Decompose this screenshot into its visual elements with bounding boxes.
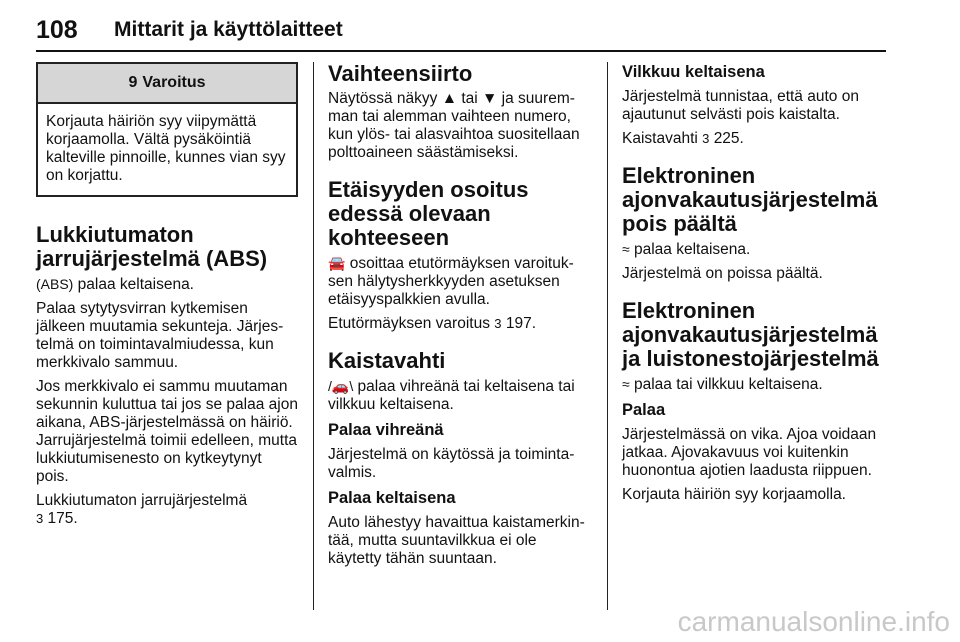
warning-icon: 9 bbox=[128, 74, 138, 91]
esp-off-heading: Elektroninen ajonvakautusjärjestelmä pois päältä bbox=[622, 163, 878, 236]
abs-reference-page: 175. bbox=[47, 510, 78, 527]
kaistavahti-intro bbox=[328, 377, 592, 414]
page-ref-icon: 3 bbox=[702, 131, 710, 146]
kaistavahti-green-text: Järjestelmä on käytössä ja toimintavalmis. bbox=[328, 446, 575, 481]
vehicle-ahead-icon: 🚘 bbox=[328, 255, 346, 271]
esp-off-intro bbox=[622, 240, 888, 259]
etaisyys-reference bbox=[328, 315, 592, 333]
kaistavahti-sub-blink: Vilkkuu keltaisena bbox=[622, 63, 765, 81]
abs-paragraph-2: Palaa sytytysvirran kytkemisen jälkeen muutamia sekunteja. Järjestelmä on toimintavalmiudessa, kun merkkivalo sammuu. bbox=[36, 300, 284, 371]
kaistavahti-sub-green: Palaa vihreänä bbox=[328, 421, 444, 439]
column-2 bbox=[328, 62, 592, 574]
column-divider-2 bbox=[607, 62, 608, 610]
abs-reference-text: Lukkiutumaton jarrujärjestelmä bbox=[36, 492, 248, 509]
esp-sub-palaa: Palaa bbox=[622, 401, 666, 419]
esp-paragraph-3: Korjauta häiriön syy korjaamolla. bbox=[622, 486, 846, 503]
esp-intro bbox=[622, 375, 888, 394]
kaistavahti-yellow-text: Auto lähestyy havaittua kaistamerkintää, mutta suuntavilkkua ei ole käytetty tähän suuntaan. bbox=[328, 514, 585, 567]
page-header bbox=[36, 10, 886, 52]
esp-paragraph-2: Järjestelmässä on vika. Ajoa voidaan jatkaa. Ajovakavuus voi kuitenkin huonontua ajotien laadusta riippuen. bbox=[622, 426, 877, 479]
esp-off-icon: ≈ bbox=[622, 241, 630, 257]
page-ref-icon: 3 bbox=[36, 511, 44, 526]
kaistavahti-intro-text: palaa vihreänä tai keltaisena tai vilkkuu keltaisena. bbox=[328, 378, 575, 413]
kaistavahti-blink-text: Järjestelmä tunnistaa, että auto on ajautunut selvästi pois kaistalta. bbox=[622, 88, 859, 123]
etaisyys-reference-page: 197. bbox=[505, 315, 536, 332]
esp-off-intro-text: palaa keltaisena. bbox=[634, 241, 751, 258]
kaistavahti-heading: Kaistavahti bbox=[328, 348, 446, 373]
watermark: carmanualsonline.info bbox=[677, 606, 950, 637]
page-number: 108 bbox=[36, 16, 78, 44]
abs-heading: Lukkiutumaton jarrujärjestelmä (ABS) bbox=[36, 222, 268, 271]
column-3 bbox=[622, 62, 888, 510]
abs-intro-text: palaa keltaisena. bbox=[77, 276, 194, 293]
column-1 bbox=[36, 62, 298, 534]
kaistavahti-reference-text: Kaistavahti bbox=[622, 130, 698, 147]
chapter-title: Mittarit ja käyttölaitteet bbox=[114, 18, 343, 41]
etaisyys-reference-text: Etutörmäyksen varoitus bbox=[328, 315, 490, 332]
esp-off-paragraph: Järjestelmä on poissa päältä. bbox=[622, 265, 823, 282]
warning-body: Korjauta häiriön syy viipymättä korjaamolla. Vältä pysäköintiä kalteville pinnoille, kunnes vian syy on korjattu. bbox=[46, 113, 286, 184]
vaihteensiirto-heading: Vaihteensiirto bbox=[328, 61, 473, 86]
warning-box bbox=[36, 62, 298, 197]
kaistavahti-reference-page: 225. bbox=[713, 130, 744, 147]
kaistavahti-reference bbox=[622, 130, 888, 148]
abs-icon: (ABS) bbox=[36, 276, 74, 292]
etaisyys-intro bbox=[328, 254, 592, 309]
etaisyys-intro-text: osoittaa etutörmäyksen varoituksen hälytysherkkyyden asetuksen etäisyyspalkkien avulla. bbox=[328, 255, 574, 308]
abs-paragraph-3: Jos merkkivalo ei sammu muutaman sekunnin kuluttua tai jos se palaa ajon aikana, ABS-järjestelmässä on häiriö. Jarrujärjestelmä toimii edelleen, mutta lukkiutumisenesto on kytkeytynyt pois. bbox=[36, 378, 298, 485]
page-ref-icon: 3 bbox=[494, 316, 502, 331]
lane-departure-icon: /🚗\ bbox=[328, 378, 354, 394]
abs-intro bbox=[36, 275, 298, 294]
esp-heading: Elektroninen ajonvakautusjärjestelmä ja luistonestojärjestelmä bbox=[622, 298, 879, 371]
abs-reference bbox=[36, 492, 298, 528]
warning-title: Varoitus bbox=[142, 74, 206, 91]
esp-intro-text: palaa tai vilkkuu keltaisena. bbox=[634, 376, 823, 393]
warning-header bbox=[38, 64, 296, 104]
etaisyys-heading: Etäisyyden osoitus edessä olevaan kohteeseen bbox=[328, 177, 529, 250]
vaihteensiirto-paragraph: Näytössä näkyy ▲ tai ▼ ja suuremman tai alemman vaihteen numero, kun ylös- tai alasvaihtoa suositellaan polttoaineen säästämiseksi. bbox=[328, 90, 580, 161]
column-divider-1 bbox=[313, 62, 314, 610]
esp-icon: ≈ bbox=[622, 376, 630, 392]
kaistavahti-sub-yellow: Palaa keltaisena bbox=[328, 489, 456, 507]
